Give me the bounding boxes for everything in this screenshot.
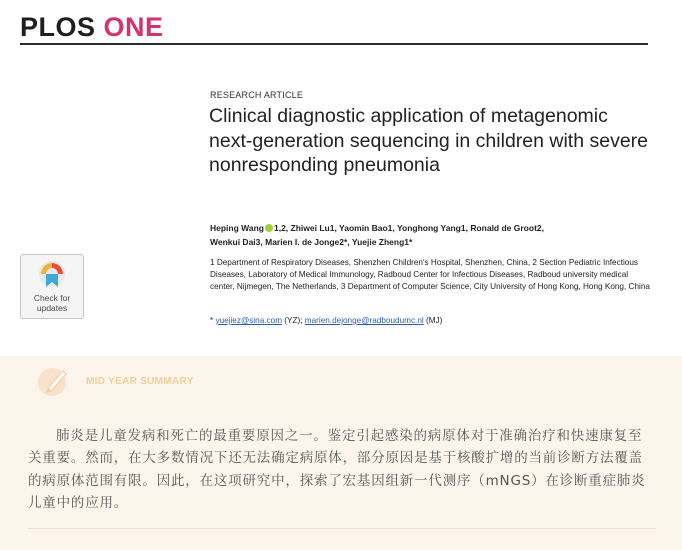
journal-name-one: ONE: [103, 12, 164, 42]
badge-line2: updates: [36, 303, 68, 313]
badge-line1: Check for: [33, 293, 71, 303]
contact-emails: [210, 316, 442, 325]
orcid-icon[interactable]: [265, 224, 273, 232]
summary-text: 肺炎是儿童发病和死亡的最重要原因之一。鉴定引起感染的病原体对于准确治疗和快速康复至关重要。然而，在大多数情况下还无法确定病原体，部分原因是基于核酸扩增的当前诊断方法覆盖的病原体范围有限。因此，在这项研究中，探索了宏基因组新一代测序（mNGS）在诊断重症肺炎儿童中的应用。: [28, 428, 646, 511]
contact-prefix: *: [210, 316, 216, 325]
email-note-mj: (MJ): [423, 316, 443, 325]
author-rest-line1: 1,2, Zhiwei Lu1, Yaomin Bao1, Yonghong Yang1, Ronald de Groot2,: [273, 223, 544, 233]
summary-divider: [28, 528, 656, 529]
author-list: [210, 221, 640, 249]
affiliations: 1 Department of Respiratory Diseases, Shenzhen Children's Hospital, Shenzhen, China, 2 Section Pediatric Infectious Diseases, Laboratory of Medical Immunology, Radboud Center for Infectious Diseases, Radboud university medical center, Nijmegen, The Netherlands, 3 Department of Computer Science, City University of Hong Kong, Hong Kong, China: [210, 258, 650, 291]
summary-heading: MID YEAR SUMMARY: [86, 376, 194, 387]
journal-name-plos: PLOS: [20, 12, 96, 42]
journal-logo: [20, 12, 164, 43]
badge-text: [21, 293, 83, 313]
article-type-label: RESEARCH ARTICLE: [210, 90, 304, 100]
email-link-yz[interactable]: yuejiez@sina.com: [215, 316, 283, 325]
author-first: Heping Wang: [210, 223, 264, 233]
crossmark-icon: [38, 260, 66, 292]
pen-icon: [34, 364, 74, 398]
check-for-updates-badge[interactable]: [20, 254, 84, 319]
article-title: Clinical diagnostic application of metagenomic next-generation sequencing in children with severe nonresponding pneumonia: [209, 105, 649, 176]
email-note-yz: (YZ);: [282, 316, 305, 325]
author-line2: Wenkui Dai3, Marien I. de Jonge2*, Yuejie Zheng1*: [210, 237, 413, 247]
email-link-mj[interactable]: marien.dejonge@radboudumc.nl: [304, 316, 424, 325]
article-page: [0, 46, 682, 356]
header-divider: [20, 43, 648, 45]
